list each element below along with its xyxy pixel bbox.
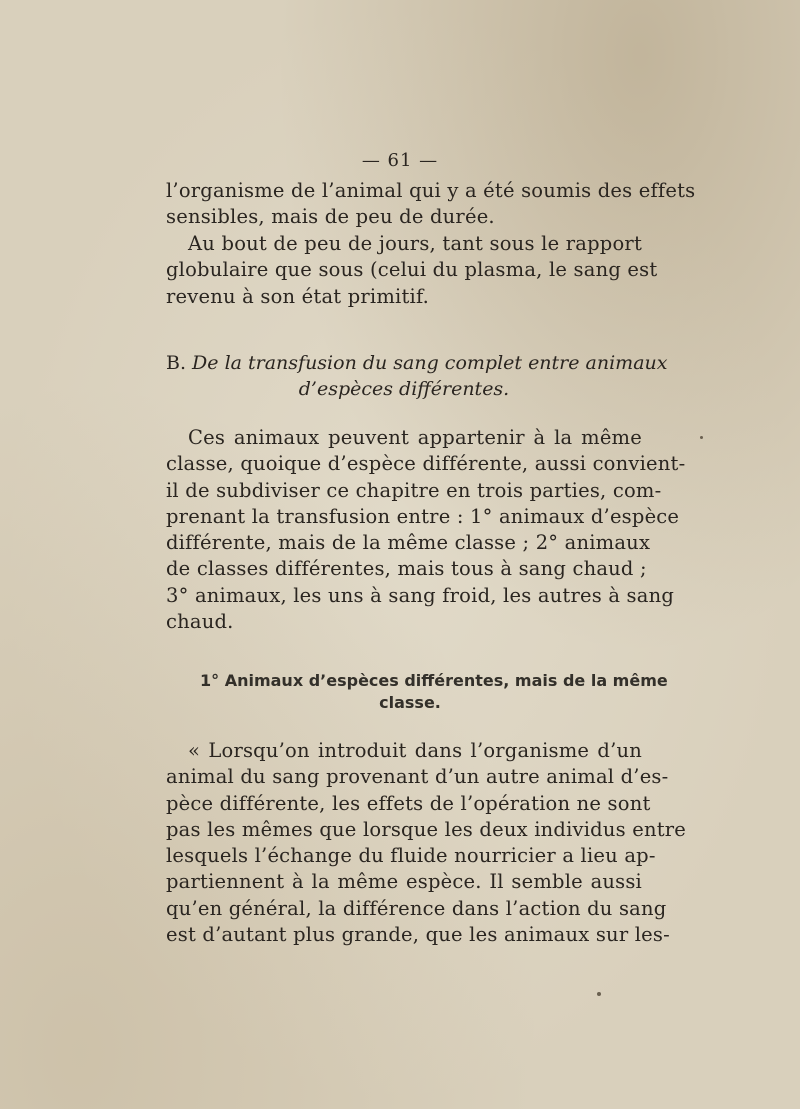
- text-line: il de subdiviser ce chapitre en trois parties, com-: [166, 478, 662, 502]
- text-line: Au bout de peu de jours, tant sous le rapport: [188, 232, 642, 255]
- paragraph-classification: [166, 425, 686, 635]
- section-letter: B.: [166, 352, 193, 374]
- paragraph-recovery: [166, 231, 658, 310]
- text-line: est d’autant plus grande, que les animaux sur les-: [166, 923, 670, 947]
- page-number: — 61 —: [361, 150, 439, 171]
- section-heading-b: [166, 350, 668, 402]
- text-line: l’organisme de l’animal qui y a été soumis des effets: [166, 179, 696, 202]
- text-line: « Lorsqu’on introduit dans l’organisme d’un: [188, 739, 642, 762]
- text-line: chaud.: [166, 610, 234, 634]
- text-line: classe, quoique d’espèce différente, aussi convient-: [166, 452, 686, 476]
- text-line: différente, mais de la même classe ; 2° animaux: [166, 531, 651, 555]
- text-line: partiennent à la même espèce. Il semble aussi: [166, 870, 642, 894]
- text-line: globulaire que sous (celui du plasma, le sang est: [166, 258, 658, 282]
- text-line: Ces animaux peuvent appartenir à la même: [188, 426, 642, 449]
- paragraph-quotation: [166, 738, 686, 948]
- text-line: pas les mêmes que lorsque les deux individus entre: [166, 817, 686, 841]
- text-line: revenu à son état primitif.: [166, 284, 430, 308]
- paragraph-continuation: [166, 178, 696, 231]
- text-line: lesquels l’échange du fluide nourricier a lieu ap-: [166, 844, 656, 868]
- subsection-heading: [200, 670, 668, 714]
- text-line: prenant la transfusion entre : 1° animaux d’espèce: [166, 504, 680, 528]
- text-line: pèce différente, les effets de l’opération ne sont: [166, 791, 651, 815]
- text-line: animal du sang provenant d’un autre animal d’es-: [166, 765, 669, 789]
- subsection-title-line1: 1° Animaux d’espèces différentes, mais de la même: [200, 671, 668, 690]
- subsection-title-line2: classe.: [379, 693, 441, 712]
- text-line: qu’en général, la différence dans l’action du sang: [166, 896, 667, 920]
- text-line: 3° animaux, les uns à sang froid, les autres à sang: [166, 583, 675, 607]
- paper-speck: [597, 992, 601, 996]
- paper-speck: [700, 436, 703, 439]
- text-line: de classes différentes, mais tous à sang chaud ;: [166, 557, 647, 581]
- text-line: sensibles, mais de peu de durée.: [166, 205, 495, 229]
- section-title-line1: De la transfusion du sang complet entre animaux: [192, 352, 668, 374]
- section-title-line2: d’espèces différentes.: [298, 378, 510, 400]
